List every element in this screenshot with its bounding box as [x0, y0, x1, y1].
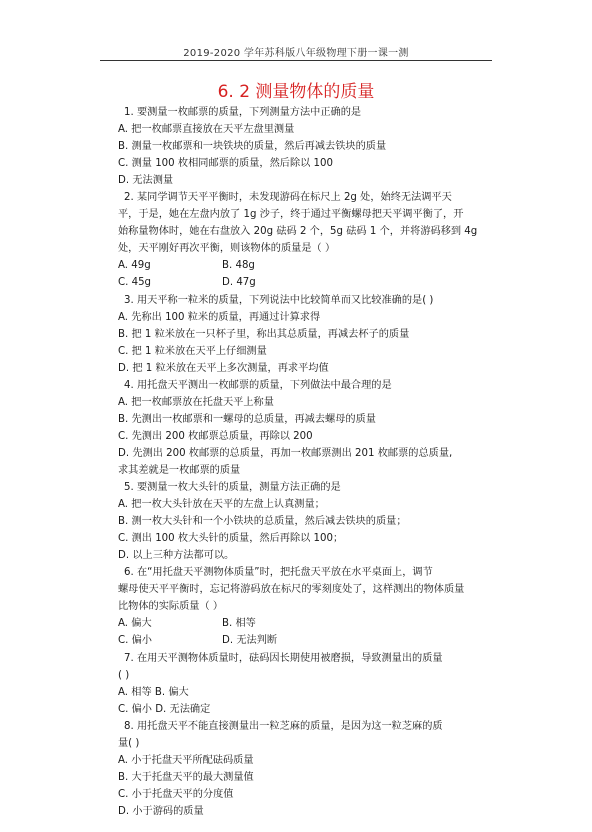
question-stem-line: 量( )	[118, 737, 140, 749]
answer-option: C. 45g	[118, 277, 152, 289]
answer-option: 求其差就是一枚邮票的质量	[118, 464, 241, 476]
question-6	[118, 564, 492, 649]
question-stem-line: 6. 在“用托盘天平测物体质量”时，把托盘天平放在水平桌面上，调节	[124, 567, 433, 579]
answer-option: B. 先测出一枚邮票和一螺母的总质量，再减去螺母的质量	[118, 413, 376, 425]
answer-option: A. 偏大	[118, 618, 152, 630]
question-stem-line: 7. 在用天平测物体质量时，砝码因长期使用被磨损，导致测量出的质量	[124, 652, 443, 664]
answer-option: D. 以上三种方法都可以。	[118, 550, 235, 562]
answer-option: B. 相等	[222, 618, 256, 630]
answer-option: B. 测一枚大头针和一个小铁块的总质量，然后减去铁块的质量；	[118, 516, 407, 528]
answer-option-row	[118, 257, 492, 274]
answer-option: C. 测量 100 枚相同邮票的质量，然后除以 100	[118, 158, 334, 170]
answer-option: A. 49g	[118, 260, 151, 272]
question-4	[118, 377, 492, 479]
question-list	[118, 104, 492, 820]
answer-option: C. 测出 100 枚大头针的质量，然后再除以 100；	[118, 533, 344, 545]
answer-option: A. 相等 B. 偏大	[118, 686, 189, 698]
question-stem-line: 螺母使天平平衡时，忘记将游码放在标尺的零刻度处了，这样测出的物体质量	[118, 584, 465, 596]
header-divider	[100, 60, 492, 61]
question-stem-line: 始称量物体时，她在右盘放入 20g 砝码 2 个，5g 砝码 1 个，并将游码移到 4g	[118, 226, 478, 238]
question-stem-line: 比物体的实际质量（ ）	[118, 601, 224, 613]
answer-option: C. 把 1 粒米放在天平上仔细测量	[118, 345, 267, 357]
answer-option: B. 大于托盘天平的最大测量值	[118, 771, 254, 783]
answer-option-row	[118, 615, 492, 632]
question-stem-line: 5. 要测量一枚大头针的质量，测量方法正确的是	[124, 482, 341, 494]
answer-option: A. 把一枚大头针放在天平的左盘上认真测量；	[118, 499, 325, 511]
question-8	[118, 718, 492, 820]
answer-option: D. 47g	[222, 277, 256, 289]
question-stem-line: 平，于是，她在左盘内放了 1g 沙子，终于通过平衡螺母把天平调平衡了，开	[118, 209, 464, 221]
answer-option: B. 测量一枚邮票和一块铁块的质量，然后再减去铁块的质量	[118, 141, 387, 153]
answer-option: D. 先测出 200 枚邮票的总质量，再加一枚邮票测出 201 枚邮票的总质量,	[118, 447, 453, 459]
question-stem-line: ( )	[118, 669, 130, 681]
question-stem-line: 3. 用天平称一粒米的质量，下列说法中比较简单而又比较准确的是( )	[124, 294, 434, 306]
question-stem-line: 2. 某同学调节天平平衡时，未发现游码在标尺上 2g 处，始终无法调平天	[124, 192, 452, 204]
answer-option: A. 把一枚邮票放在托盘天平上称量	[118, 396, 274, 408]
answer-option: A. 先称出 100 粒米的质量，再通过计算求得	[118, 311, 321, 323]
question-stem-line: 处，天平刚好再次平衡，则该物体的质量是（ ）	[118, 243, 336, 255]
answer-option: C. 偏小	[118, 635, 152, 647]
question-2	[118, 189, 492, 291]
question-5	[118, 479, 492, 564]
answer-option: D. 无法判断	[222, 635, 278, 647]
answer-option: D. 把 1 粒米放在天平上多次测量，再求平均值	[118, 362, 329, 374]
question-1	[118, 104, 492, 189]
answer-option: B. 把 1 粒米放在一只杯子里，称出其总质量，再减去杯子的质量	[118, 328, 410, 340]
answer-option-row	[118, 632, 492, 649]
question-stem-line: 8. 用托盘天平不能直接测量出一粒芝麻的质量，是因为这一粒芝麻的质	[124, 720, 443, 732]
answer-option: C. 先测出 200 枚邮票总质量，再除以 200	[118, 430, 313, 442]
answer-option: C. 偏小 D. 无法确定	[118, 703, 211, 715]
question-stem-line: 4. 用托盘天平测出一枚邮票的质量，下列做法中最合理的是	[124, 379, 392, 391]
answer-option: A. 小于托盘天平所配砝码质量	[118, 754, 254, 766]
answer-option: D. 无法测量	[118, 175, 174, 187]
answer-option: B. 48g	[222, 260, 255, 272]
answer-option: D. 小于游码的质量	[118, 805, 204, 817]
answer-option-row	[118, 274, 492, 291]
question-7	[118, 650, 492, 718]
answer-option: A. 把一枚邮票直接放在天平左盘里测量	[118, 124, 295, 136]
question-stem-line: 1. 要测量一枚邮票的质量，下列测量方法中正确的是	[124, 107, 362, 118]
page-title: 6. 2 测量物体的质量	[217, 82, 375, 102]
running-header: 2019-2020 学年苏科版八年级物理下册一课一测	[183, 48, 409, 59]
question-3	[118, 292, 492, 377]
answer-option: C. 小于托盘天平的分度值	[118, 788, 234, 800]
